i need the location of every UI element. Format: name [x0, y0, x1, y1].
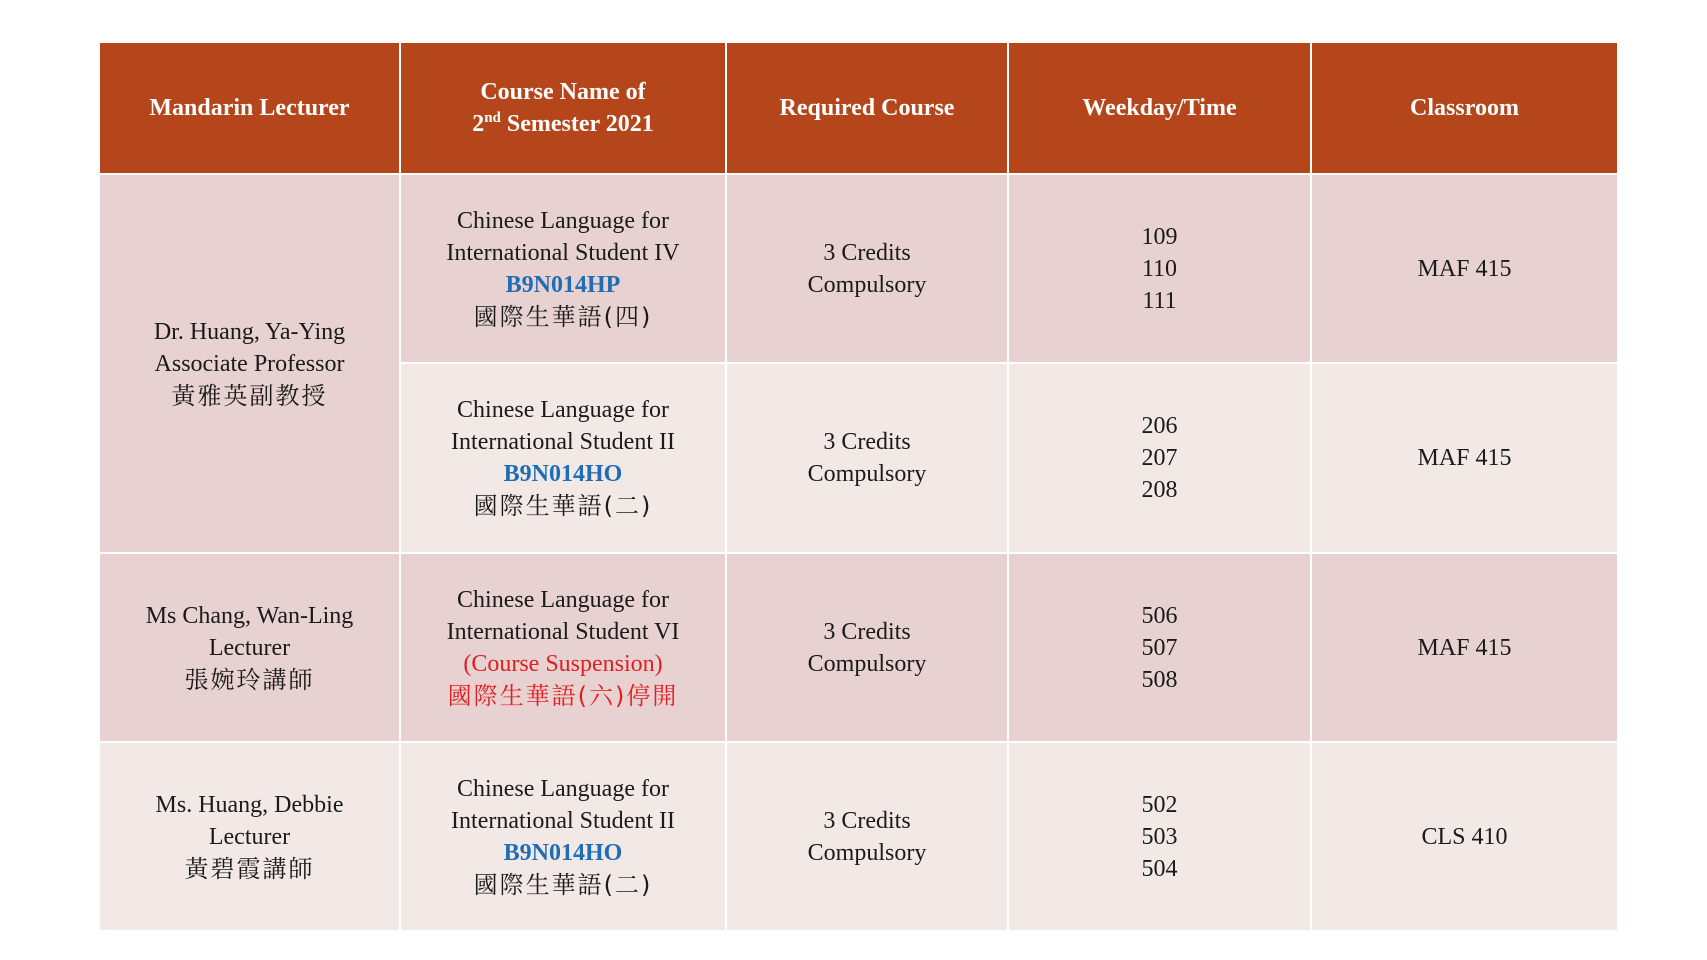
course-code: B9N014HO: [503, 461, 623, 487]
course-chinese-name: 國際生華語(六)停開: [447, 681, 679, 710]
time-cell: [1008, 553, 1311, 742]
lecturer-title: Associate Professor: [154, 350, 345, 377]
time-slot: 503: [1141, 823, 1178, 850]
required-cell: [726, 174, 1008, 363]
lecturer-title: Lecturer: [208, 823, 291, 850]
course-cell: [400, 742, 726, 931]
classroom-cell: MAF 415: [1311, 553, 1618, 742]
time-slot: 504: [1141, 855, 1178, 882]
header-classroom: Classroom: [1311, 42, 1618, 174]
lecturer-name: Ms Chang, Wan-Ling: [145, 602, 354, 629]
classroom-cell: CLS 410: [1311, 742, 1618, 931]
time-slot: 508: [1141, 666, 1178, 693]
time-cell: [1008, 742, 1311, 931]
course-name-line1: Chinese Language for: [457, 207, 669, 234]
course-suspension-note: (Course Suspension): [463, 650, 663, 677]
required-cell: [726, 553, 1008, 742]
time-slot: 507: [1141, 634, 1178, 661]
course-cell: [400, 553, 726, 742]
course-chinese-name: 國際生華語(四): [473, 302, 653, 331]
header-course-line1: Course Name of: [480, 79, 646, 105]
compulsory: Compulsory: [807, 650, 927, 677]
required-cell: [726, 742, 1008, 931]
header-weekday-time: Weekday/Time: [1008, 42, 1311, 174]
header-course-name: [400, 42, 726, 174]
time-slot: 110: [1141, 255, 1178, 282]
header-course-line2: [407, 108, 719, 140]
lecturer-cell: [99, 553, 400, 742]
course-name-line2: International Student II: [451, 807, 675, 834]
lecturer-cell: [99, 174, 400, 553]
classroom-cell: MAF 415: [1311, 174, 1618, 363]
course-name-line1: Chinese Language for: [457, 586, 669, 613]
course-cell: [400, 174, 726, 363]
table-row: [99, 553, 1618, 742]
compulsory: Compulsory: [807, 271, 927, 298]
header-course-line2-suffix: Semester 2021: [500, 111, 654, 137]
course-schedule-table: [98, 41, 1619, 932]
credits: 3 Credits: [823, 807, 911, 834]
time-slot: 502: [1141, 791, 1178, 818]
time-cell: [1008, 174, 1311, 363]
time-slot: 208: [1141, 477, 1178, 503]
lecturer-name: Dr. Huang, Ya-Ying: [153, 318, 346, 345]
course-chinese-name: 國際生華語(二): [473, 492, 653, 520]
compulsory: Compulsory: [807, 461, 927, 487]
course-name-line2: International Student VI: [446, 618, 680, 645]
lecturer-chinese-name: 黃碧霞講師: [184, 854, 315, 883]
lecturer-cell: [99, 742, 400, 931]
course-name-line1: Chinese Language for: [457, 775, 669, 802]
compulsory: Compulsory: [807, 839, 927, 866]
lecturer-chinese-name: 張婉玲講師: [184, 665, 315, 694]
credits: 3 Credits: [823, 239, 911, 266]
credits: 3 Credits: [823, 618, 911, 645]
course-cell: [400, 363, 726, 553]
time-cell: [1008, 363, 1311, 553]
time-slot: 207: [1141, 445, 1178, 471]
time-slot: 109: [1141, 223, 1178, 250]
credits: 3 Credits: [823, 429, 911, 455]
time-slot: 111: [1142, 287, 1177, 314]
lecturer-name: Ms. Huang, Debbie: [155, 791, 344, 818]
required-cell: [726, 363, 1008, 553]
course-name-line2: International Student II: [451, 429, 675, 455]
course-code: B9N014HP: [505, 271, 621, 298]
classroom-cell: MAF 415: [1311, 363, 1618, 553]
table-row: [99, 174, 1618, 363]
lecturer-title: Lecturer: [208, 634, 291, 661]
header-course-line2-sup: nd: [484, 110, 501, 126]
time-slot: 206: [1141, 413, 1178, 439]
header-row: [99, 42, 1618, 174]
time-slot: 506: [1141, 602, 1178, 629]
header-lecturer: Mandarin Lecturer: [99, 42, 400, 174]
lecturer-chinese-name: 黃雅英副教授: [171, 381, 328, 410]
header-required-course: Required Course: [726, 42, 1008, 174]
course-name-line1: Chinese Language for: [457, 397, 669, 423]
course-chinese-name: 國際生華語(二): [473, 870, 653, 899]
table-row: [99, 742, 1618, 931]
header-course-line2-prefix: 2: [472, 111, 485, 137]
course-name-line2: International Student IV: [446, 239, 680, 266]
course-code: B9N014HO: [503, 839, 623, 866]
